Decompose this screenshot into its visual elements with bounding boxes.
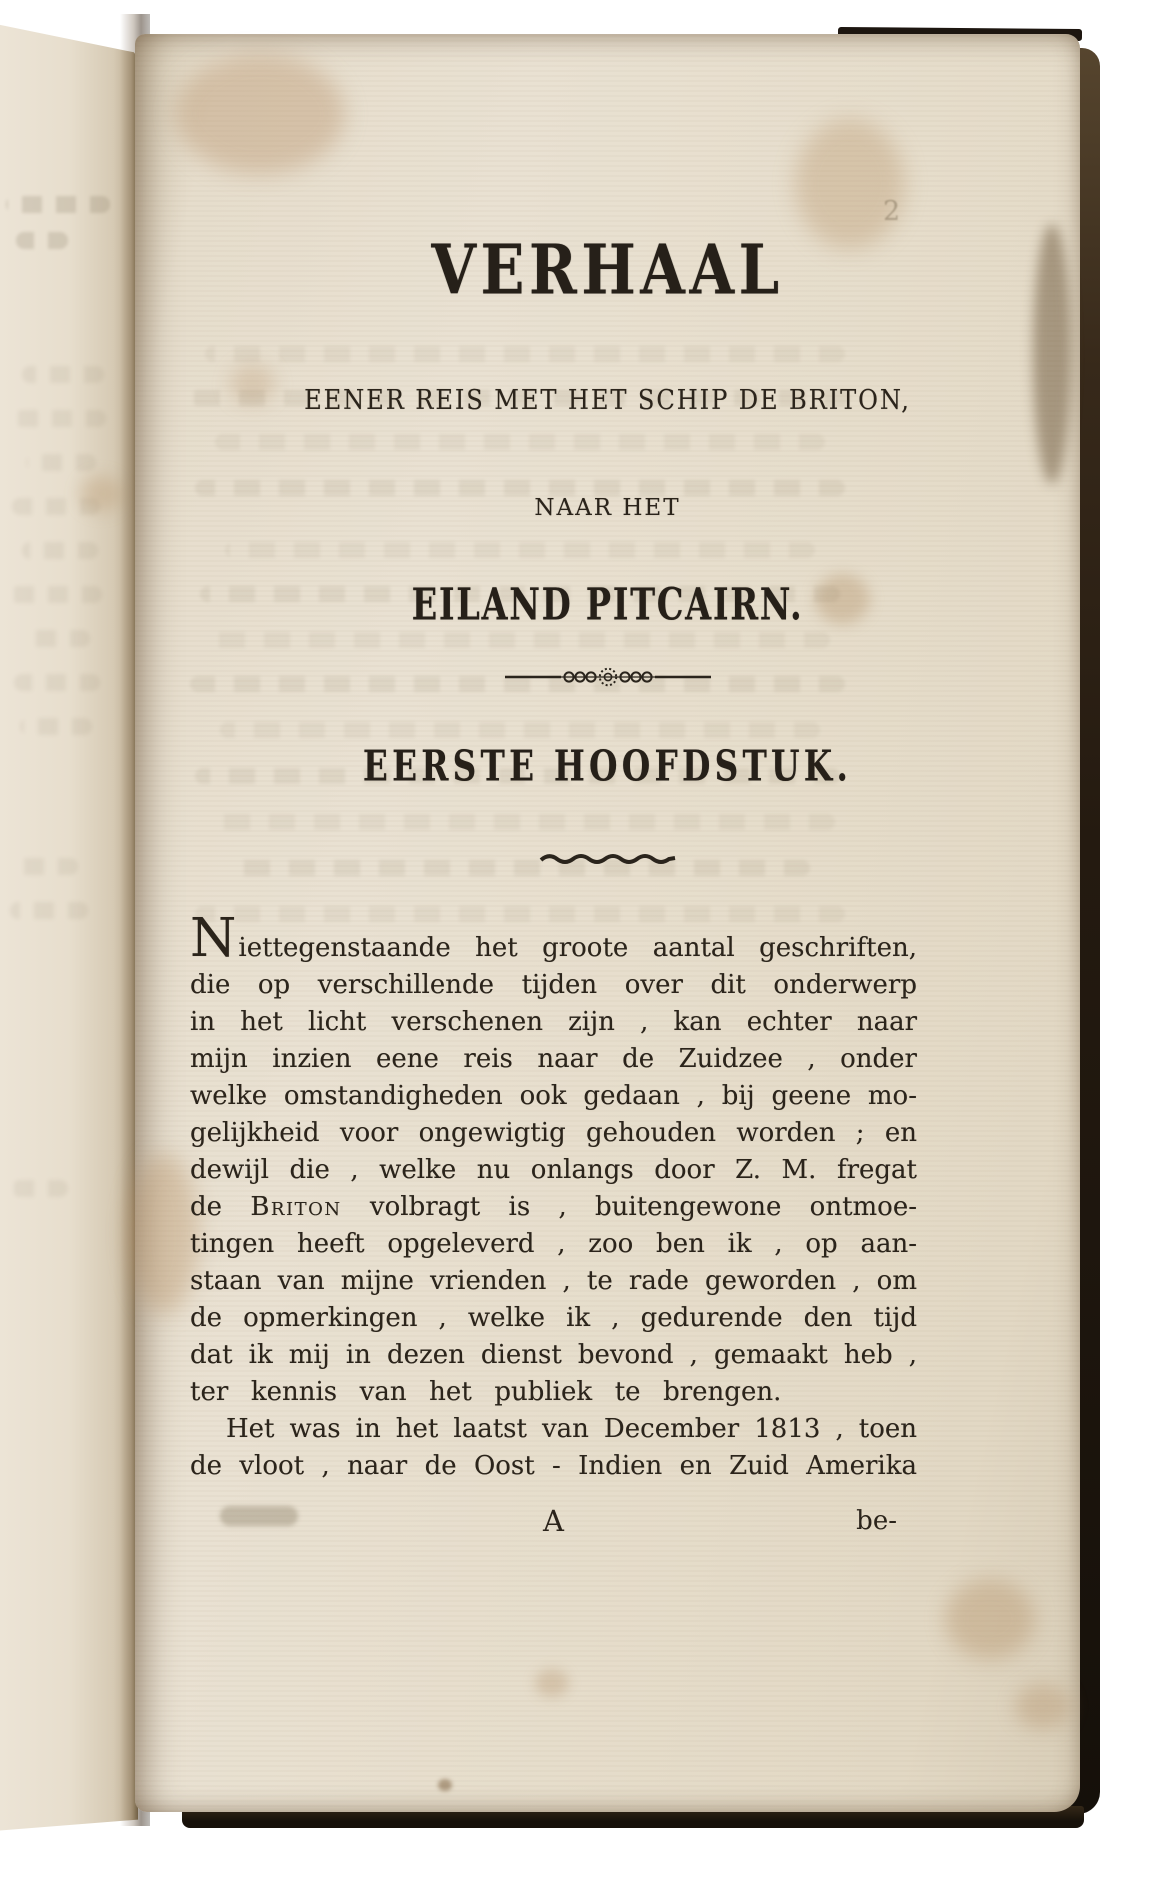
page-title: VERHAAL [431,230,784,311]
showthrough-blur [14,410,106,427]
title-connector: NAAR HET [534,495,681,521]
showthrough-blur [18,858,78,875]
drop-cap: N [190,908,239,969]
signature-mark: A [543,1504,564,1538]
showthrough-blur [20,718,92,735]
body-line [190,1189,917,1226]
body-line-text: de [190,1192,251,1222]
showthrough-blur [14,674,100,691]
showthrough-blur [12,498,100,515]
showthrough-blur [22,366,104,383]
squiggle-icon [538,850,678,866]
showthrough-blur [6,196,110,213]
body-line: staan van mijne vrienden , te rade geworden , om [190,1266,917,1296]
signature-row [190,1504,917,1538]
printed-text-block [135,34,1080,1812]
book-page [135,34,1080,1812]
body-line: de vloot , naar de Oost - Indien en Zuid Amerika [190,1451,917,1481]
ornament-rule [135,664,1080,694]
showthrough-blur [24,630,90,647]
ornament-icon [503,664,713,690]
squiggle-rule [135,850,1080,870]
body-line: de opmerkingen , welke ik , gedurende den tijd [190,1303,917,1333]
showthrough-blur [26,454,96,471]
catchword: be- [856,1506,897,1536]
showthrough-blur [12,1180,68,1197]
body-text [190,908,918,1485]
page-subtitle: EENER REIS MET HET SCHIP DE BRITON, [304,385,911,417]
ship-name: Briton [250,1192,342,1222]
body-line: in het licht verschenen zijn , kan echter naar [190,1007,917,1037]
body-line: die op verschillende tijden over dit onderwerp [190,970,917,1000]
facing-page-edge [0,14,138,1836]
body-line: dat ik mij in dezen dienst bevond , gemaakt heb , [190,1340,917,1370]
body-line: dewijl die , welke nu onlangs door Z. M. fregat [190,1155,917,1185]
showthrough-blur [16,232,68,249]
body-line: tingen heeft opgeleverd , zoo ben ik , op aan- [190,1229,917,1259]
showthrough-blur [10,586,102,603]
body-line [190,908,917,969]
showthrough-blur [10,902,88,919]
showthrough-page-number: 2 [883,196,901,227]
body-line: Het was in het laatst van December 1813 , toen [226,1414,917,1444]
showthrough-blur [22,542,98,559]
body-line-text: iettegenstaande het groote aantal geschriften, [238,933,917,963]
chapter-heading: EERSTE HOOFDSTUK. [362,741,853,792]
body-line-text: volbragt is , buitengewone ontmoe- [341,1192,918,1222]
body-line: welke omstandigheden ook gedaan , bij geene mo- [190,1081,917,1111]
body-line: ter kennis van het publiek te brengen. [190,1377,782,1407]
body-line: gelijkheid voor ongewigtig gehouden worden ; en [190,1118,917,1148]
body-line: mijn inzien eene reis naar de Zuidzee , onder [190,1044,917,1074]
main-title: EILAND PITCAIRN. [411,578,804,631]
